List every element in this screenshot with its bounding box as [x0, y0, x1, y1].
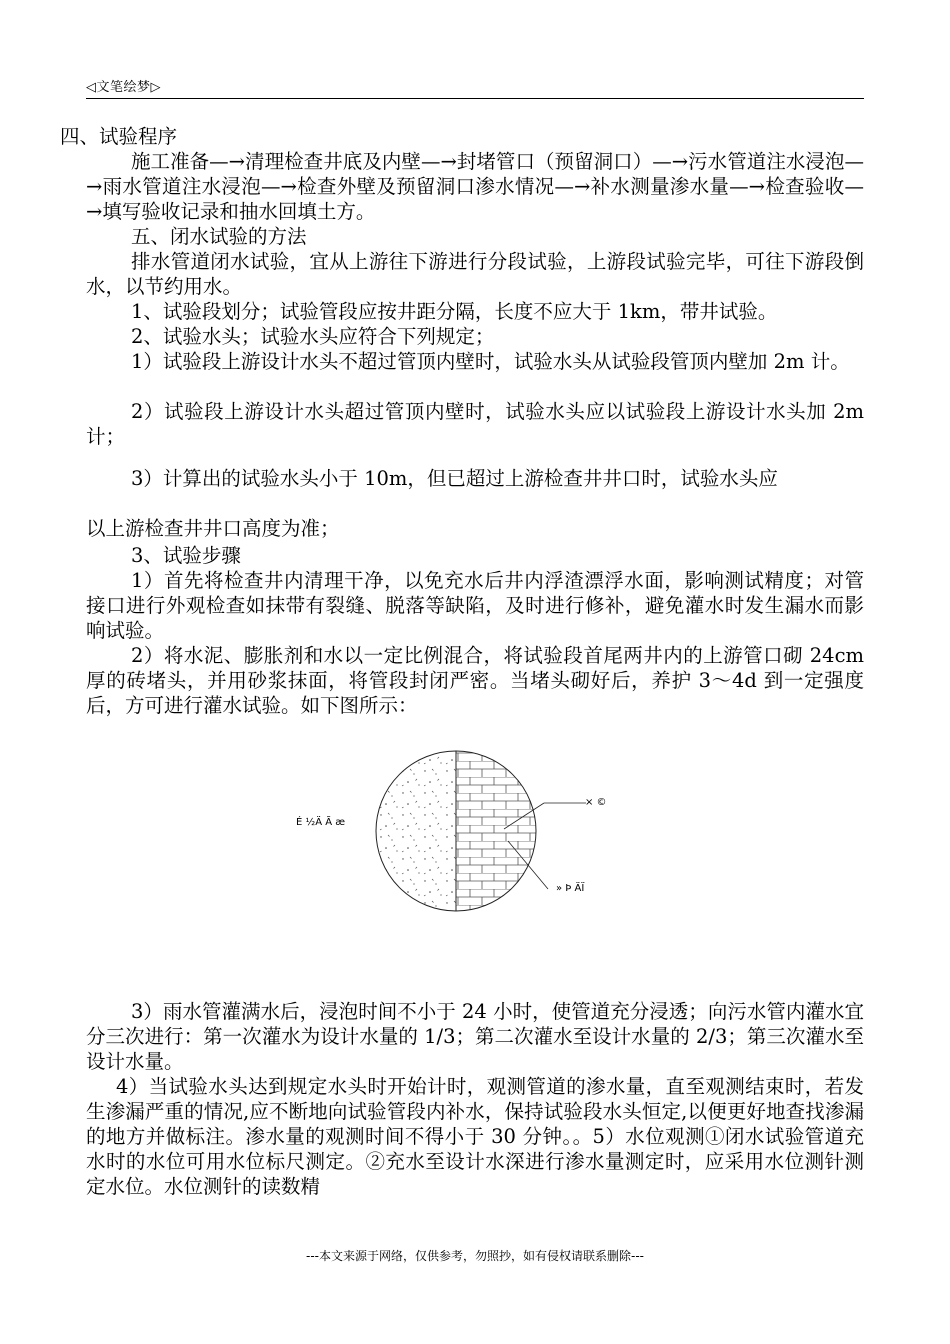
- section-heading-steps: 3、试验步骤: [131, 544, 241, 567]
- section-heading-4: 四、试验程序: [60, 125, 178, 148]
- figure-label-left: É ½Ä Ã æ: [296, 817, 346, 828]
- paragraph-head-rule-3-cont: 以上游检查井井口高度为准；: [86, 517, 340, 540]
- header-title: ◁文笔绘梦▷: [86, 80, 161, 95]
- paragraph-head-rule-2: 2）试验段上游设计水头超过管顶内壁时，试验水头应以试验段上游设计水头加 2m 计；: [86, 400, 864, 448]
- paragraph-step-2: 2）将水泥、膨胀剂和水以一定比例混合，将试验段首尾两井内的上游管口砌 24cm 厚的砖堵头，并用砂浆抹面，将管段封闭严密。当堵头砌好后，养护 3～4d 到一定强度后，方可进行灌水试验。如下图所示：: [86, 644, 864, 717]
- pipe-plug-diagram: [290, 745, 630, 925]
- figure-label-right-top: × ©: [585, 797, 607, 808]
- paragraph-segment: 1、试验段划分；试验管段应按井距分隔，长度不应大于 1km，带井试验。: [131, 300, 778, 323]
- page-header: [86, 74, 864, 99]
- figure-label-right-bottom: » Þ ÄÏ: [556, 883, 585, 894]
- paragraph-head-rule-3: 3）计算出的试验水头小于 10m，但已超过上游检查井井口时，试验水头应: [131, 467, 778, 490]
- paragraph-procedure: 施工准备—→清理检查井底及内壁—→封堵管口（预留洞口）—→污水管道注水浸泡—→雨水管道注水浸泡—→检查外壁及预留洞口渗水情况—→补水测量渗水量—→检查验收—→填写验收记录和抽水回填土方。: [86, 150, 864, 223]
- paragraph-head-rule-1: 1）试验段上游设计水头不超过管顶内壁时，试验水头从试验段管顶内壁加 2m 计。: [131, 350, 850, 373]
- paragraph-step-3: 3）雨水管灌满水后，浸泡时间不小于 24 小时，使管道充分浸透；向污水管内灌水宜分三次进行：第一次灌水为设计水量的 1/3；第二次灌水至设计水量的 2/3；第三次灌水至设计水量。: [86, 1000, 864, 1073]
- paragraph-step-1: 1）首先将检查井内清理干净，以免充水后井内浮渣漂浮水面，影响测试精度；对管接口进行外观检查如抹带有裂缝、脱落等缺陷，及时进行修补，避免灌水时发生漏水而影响试验。: [86, 569, 864, 642]
- section-heading-5: 五、闭水试验的方法: [131, 225, 307, 248]
- page-footer: ---本文来源于网络，仅供参考，勿照抄，如有侵权请联系删除---: [306, 1249, 644, 1263]
- paragraph-water-head: 2、试验水头；试验水头应符合下列规定；: [131, 325, 495, 348]
- paragraph-method: 排水管道闭水试验，宜从上游往下游进行分段试验，上游段试验完毕，可往下游段倒水，以节约用水。: [86, 250, 864, 298]
- paragraph-step-4-5: 4）当试验水头达到规定水头时开始计时，观测管道的渗水量，直至观测结束时，若发生渗漏严重的情况,应不断地向试验管段内补水，保持试验段水头恒定,以便更好地查找渗漏的地方并做标注。渗水量的观测时间不得小于 30 分钟。。5）水位观测①闭水试验管道充水时的水位可用水位标尺测定。②充水至设计水深进行渗水量测定时，应采用水位测针测定水位。水位测针的读数精: [86, 1075, 864, 1198]
